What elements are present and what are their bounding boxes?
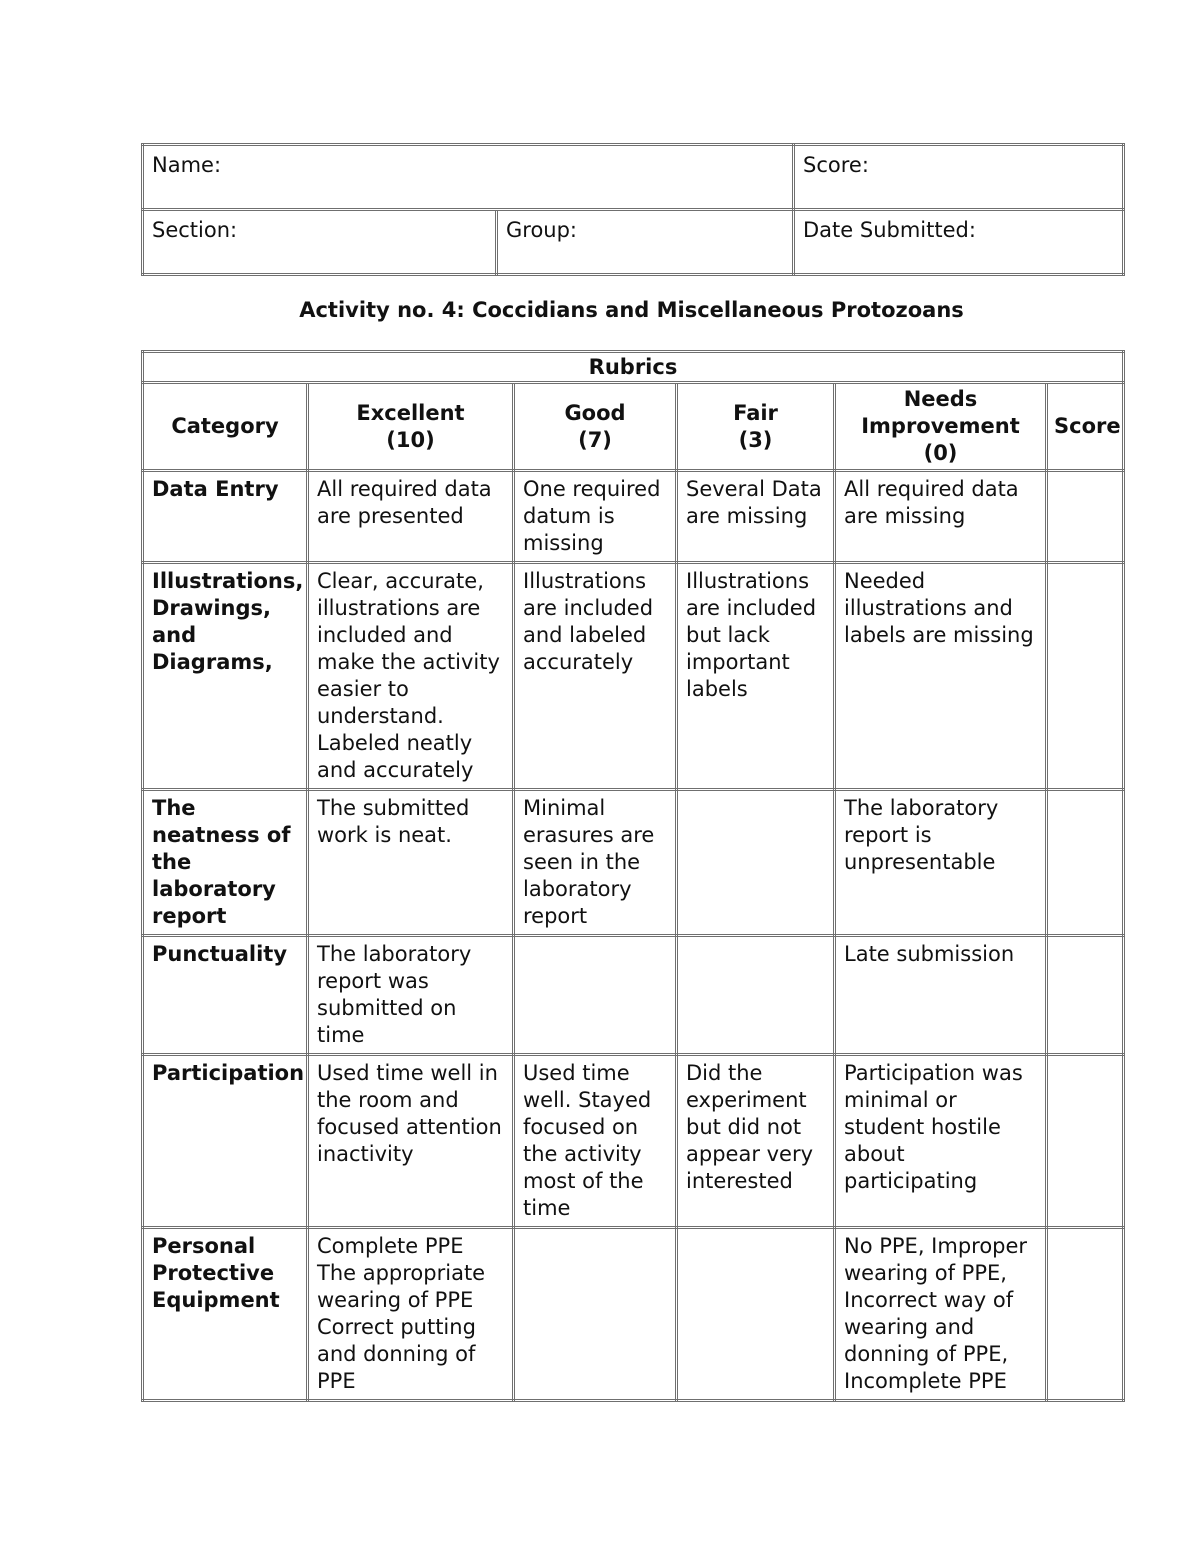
good-cell: Minimal erasures are seen in the laboratory report (514, 790, 677, 936)
header-excellent-points: (10) (386, 427, 435, 452)
header-category (143, 383, 308, 471)
category-cell: Illustrations, Drawings, and Diagrams, (143, 563, 308, 790)
category-cell: Punctuality (143, 936, 308, 1055)
fair-cell (677, 790, 835, 936)
student-info-table (141, 143, 1125, 276)
good-cell: Used time well. Stayed focused on the activity most of the time (514, 1055, 677, 1228)
header-fair (677, 383, 835, 471)
header-good-label: Good (564, 400, 626, 425)
score-cell[interactable] (1047, 936, 1124, 1055)
rubric-header-row (143, 383, 1124, 471)
section-field[interactable] (143, 210, 497, 275)
excellent-cell: Clear, accurate, illustrations are included and make the activity easier to understand. Labeled neatly and accurately (308, 563, 514, 790)
good-cell (514, 936, 677, 1055)
header-needs-points: (0) (923, 441, 958, 465)
needs-cell: Participation was minimal or student hostile about participating (835, 1055, 1047, 1228)
rubric-table (141, 350, 1125, 1402)
score-cell[interactable] (1047, 1228, 1124, 1401)
needs-cell: The laboratory report is unpresentable (835, 790, 1047, 936)
category-cell: Personal Protective Equipment (143, 1228, 308, 1401)
date-submitted-field[interactable] (794, 210, 1124, 275)
header-fair-points: (3) (738, 427, 773, 452)
score-cell[interactable] (1047, 790, 1124, 936)
good-cell (514, 1228, 677, 1401)
table-row (143, 563, 1124, 790)
excellent-cell: All required data are presented (308, 471, 514, 563)
info-row-section (143, 210, 1124, 275)
needs-cell: Needed illustrations and labels are missing (835, 563, 1047, 790)
fair-cell: Several Data are missing (677, 471, 835, 563)
section-label: Section: (152, 218, 238, 242)
category-cell: The neatness of the laboratory report (143, 790, 308, 936)
name-label: Name: (152, 153, 222, 177)
category-cell: Participation (143, 1055, 308, 1228)
fair-cell: Illustrations are included but lack important labels (677, 563, 835, 790)
header-excellent-label: Excellent (356, 400, 465, 425)
table-row (143, 1228, 1124, 1401)
good-cell: Illustrations are included and labeled accurately (514, 563, 677, 790)
header-needs-label: Needs Improvement (861, 387, 1020, 438)
excellent-cell: The laboratory report was submitted on time (308, 936, 514, 1055)
category-cell: Data Entry (143, 471, 308, 563)
fair-cell (677, 1228, 835, 1401)
name-field[interactable] (143, 145, 794, 210)
header-score (1047, 383, 1124, 471)
excellent-cell: The submitted work is neat. (308, 790, 514, 936)
group-field[interactable] (497, 210, 794, 275)
fair-cell: Did the experiment but did not appear very interested (677, 1055, 835, 1228)
header-needs-improvement (835, 383, 1047, 471)
header-good-points: (7) (578, 427, 612, 452)
header-excellent (308, 383, 514, 471)
needs-cell: Late submission (835, 936, 1047, 1055)
needs-cell: All required data are missing (835, 471, 1047, 563)
header-category-label: Category (171, 414, 279, 438)
good-cell: One required datum is missing (514, 471, 677, 563)
score-label: Score: (803, 153, 869, 177)
score-cell[interactable] (1047, 563, 1124, 790)
needs-cell: No PPE, Improper wearing of PPE, Incorrect way of wearing and donning of PPE, Incomplete PPE (835, 1228, 1047, 1401)
table-row (143, 936, 1124, 1055)
excellent-cell: Complete PPE The appropriate wearing of PPE Correct putting and donning of PPE (308, 1228, 514, 1401)
fair-cell (677, 936, 835, 1055)
table-row (143, 1055, 1124, 1228)
date-submitted-label: Date Submitted: (803, 218, 976, 242)
rubrics-title: Rubrics (143, 352, 1124, 383)
score-cell[interactable] (1047, 471, 1124, 563)
group-label: Group: (506, 218, 578, 242)
header-score-label: Score (1054, 414, 1121, 438)
excellent-cell: Used time well in the room and focused attention inactivity (308, 1055, 514, 1228)
activity-title: Activity no. 4: Coccidians and Miscellaneous Protozoans (299, 298, 964, 322)
score-field[interactable] (794, 145, 1124, 210)
score-cell[interactable] (1047, 1055, 1124, 1228)
header-fair-label: Fair (733, 400, 778, 425)
table-row (143, 790, 1124, 936)
info-row-name (143, 145, 1124, 210)
header-good (514, 383, 677, 471)
rubric-title-row (143, 352, 1124, 383)
table-row (143, 471, 1124, 563)
